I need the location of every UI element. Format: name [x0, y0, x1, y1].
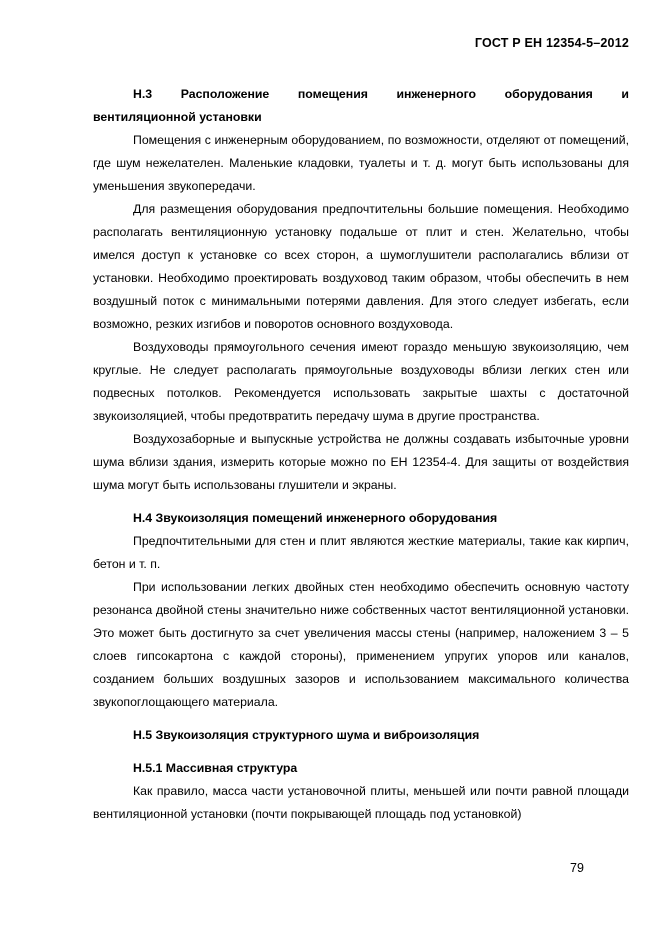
paragraph: Воздухозаборные и выпускные устройства не должны создавать избыточные уровни шума вблизи здания, измерить которые можно по ЕН 12354-4. Для защиты от воздействия шума могут быть использованы глушители и экраны.	[93, 432, 629, 492]
section-h51-title: Н.5.1 Массивная структура	[133, 761, 298, 775]
paragraph: Для размещения оборудования предпочтительны большие помещения. Необходимо располагать вентиляционную установку подальше от плит и стен. Желательно, чтобы имелся доступ к установке со всех сторон, а шумоглушители располагались вблизи от установки. Необходимо проектировать воздуховод таким образом, чтобы обеспечить в нем воздушный поток с минимальными потерями давления. Для этого следует избегать, если возможно, резких изгибов и поворотов основного воздуховода.	[93, 202, 629, 331]
section-h4-title: Н.4 Звукоизоляция помещений инженерного оборудования	[133, 511, 498, 525]
document-body	[93, 83, 629, 826]
section-h3-title: Н.3 Расположение помещения инженерного оборудования и	[133, 87, 629, 101]
paragraph: Как правило, масса части установочной плиты, меньшей или почти равной площади вентиляционной установки (почти покрывающей площадь под установкой)	[93, 784, 629, 821]
paragraph: Воздуховоды прямоугольного сечения имеют гораздо меньшую звукоизоляцию, чем круглые. Не следует располагать прямоугольные воздуховоды вблизи легких стен или подвесных потолков. Рекомендуется использовать закрытые шахты с достаточной звукоизоляцией, чтобы предотвратить передачу шума в другие пространства.	[93, 340, 629, 423]
paragraph: Предпочтительными для стен и плит являются жесткие материалы, такие как кирпич, бетон и т. п.	[93, 534, 629, 571]
section-h5-title: Н.5 Звукоизоляция структурного шума и виброизоляция	[133, 728, 480, 742]
paragraph: Помещения с инженерным оборудованием, по возможности, отделяют от помещений, где шум нежелателен. Маленькие кладовки, туалеты и т. д. могут быть использованы для уменьшения звукопередачи.	[93, 133, 629, 193]
page-number: 79	[570, 861, 584, 875]
section-h3-title-cont: вентиляционной установки	[93, 110, 262, 124]
document-header: ГОСТ Р ЕН 12354-5–2012	[474, 36, 629, 50]
paragraph: При использовании легких двойных стен необходимо обеспечить основную частоту резонанса двойной стены значительно ниже собственных частот вентиляционной установки. Это может быть достигнуто за счет увеличения массы стены (например, наложением 3 – 5 слоев гипсокартона с каждой стороны), применением упругих упоров или каналов, созданием больших воздушных зазоров и использованием максимального количества звукопоглощающего материала.	[93, 580, 629, 709]
